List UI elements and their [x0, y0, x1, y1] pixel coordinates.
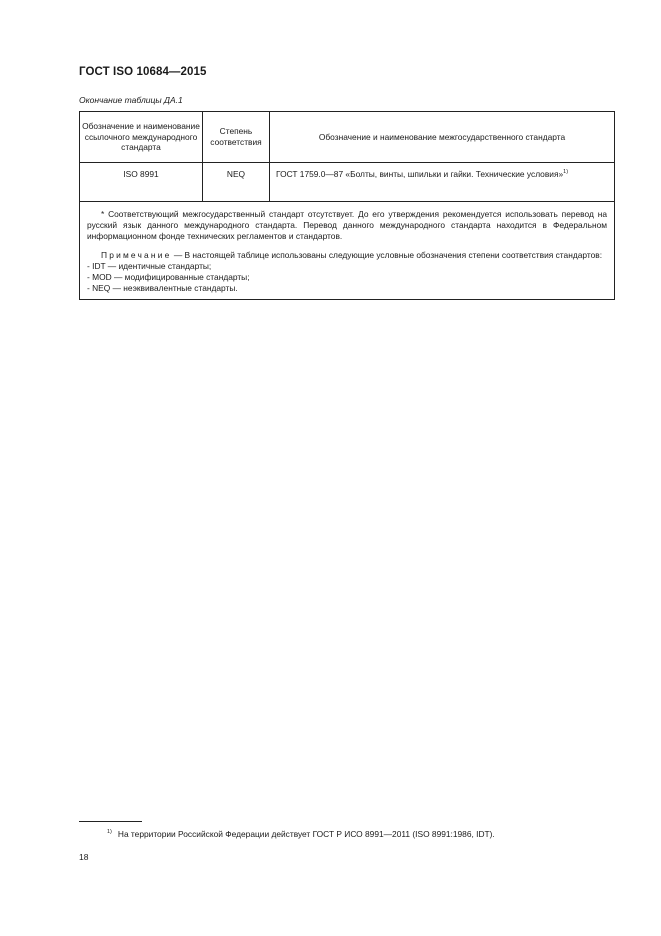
table-notes	[80, 202, 615, 300]
column-header-degree: Степень соответствия	[203, 112, 270, 163]
column-header-reference: Обозначение и наименование ссылочного международного стандарта	[80, 112, 203, 163]
star-note: * Соответствующий межгосударственный стандарт отсутствует. До его утверждения рекомендуется использовать перевод на русский язык данного международного стандарта. Перевод данного международного стандарта находится в Федеральном информационном фонде технических регламентов и стандартов.	[87, 209, 607, 241]
footnote	[107, 829, 495, 839]
correspondence-table	[79, 111, 615, 300]
page-number: 18	[79, 852, 89, 862]
note-text: — В настоящей таблице использованы следующие условные обозначения степени соответствия стандартов:	[173, 249, 603, 260]
table-notes-row	[80, 202, 615, 300]
table-header-row	[80, 112, 615, 163]
footnote-reference: 1)	[563, 169, 569, 176]
note-label: Примечание	[101, 249, 172, 260]
table-caption: Окончание таблицы ДА.1	[79, 95, 183, 105]
note-paragraph	[87, 250, 607, 261]
note-item-idt: - IDT — идентичные стандарты;	[87, 260, 212, 271]
column-header-interstate: Обозначение и наименование межгосударственного стандарта	[270, 112, 615, 163]
cell-interstate-text: ГОСТ 1759.0—87 «Болты, винты, шпильки и гайки. Технические условия»	[276, 169, 564, 179]
note-item-neq: - NEQ — неэквивалентные стандарты.	[87, 282, 238, 293]
footnote-text: На территории Российской Федерации действует ГОСТ Р ИСО 8991—2011 (ISO 8991:1986, IDT).	[117, 829, 495, 839]
cell-reference: ISO 8991	[80, 163, 203, 202]
footnote-separator	[79, 821, 142, 822]
table-row	[80, 163, 615, 202]
cell-interstate	[270, 163, 615, 202]
footnote-mark: 1)	[107, 829, 112, 836]
document-header: ГОСТ ISO 10684—2015	[79, 66, 207, 78]
note-item-mod: - MOD — модифицированные стандарты;	[87, 271, 250, 282]
cell-degree: NEQ	[203, 163, 270, 202]
